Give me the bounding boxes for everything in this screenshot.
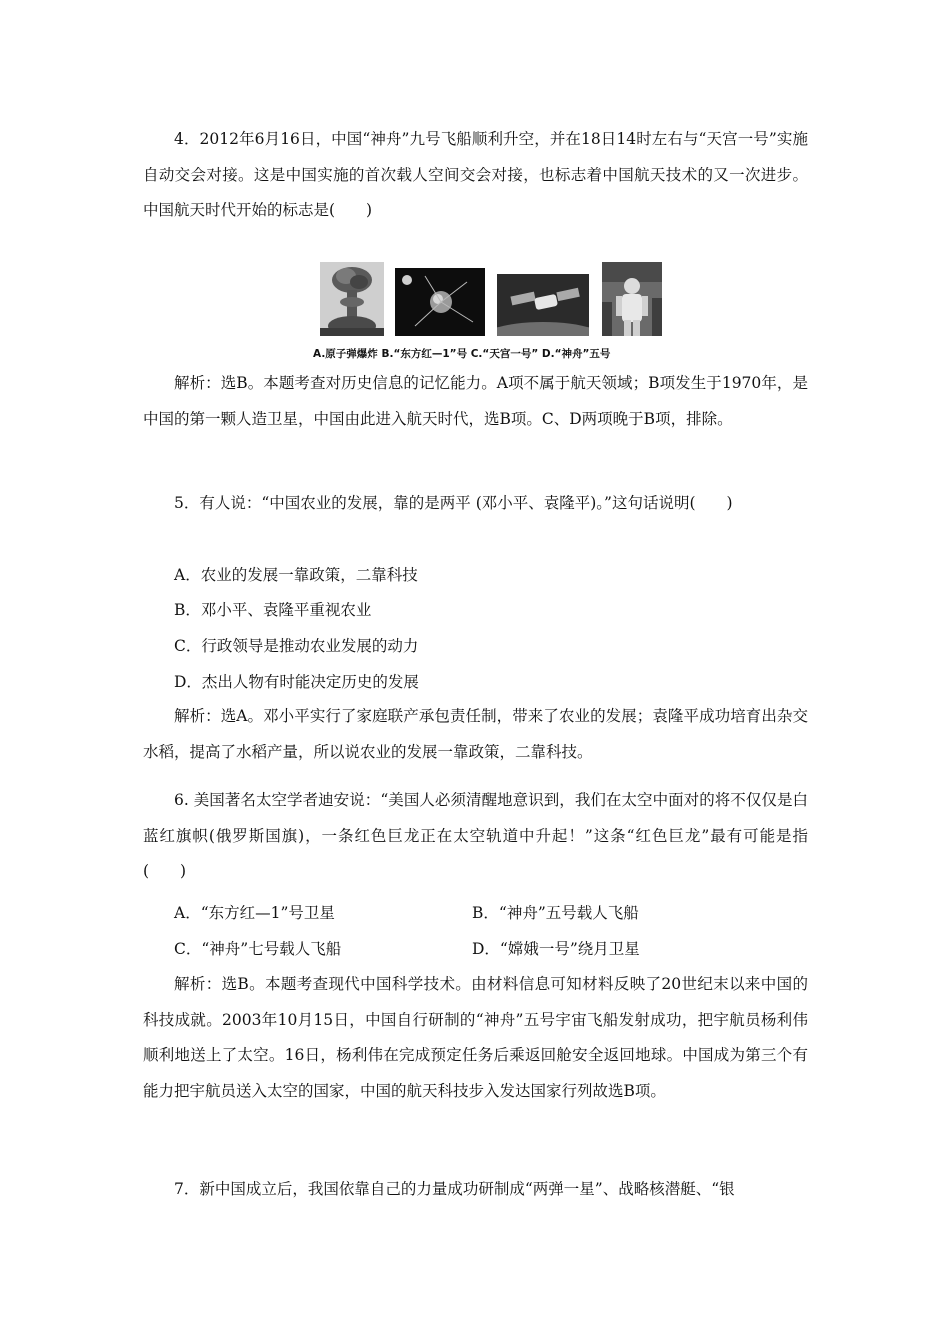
question-6-analysis: 解析：选B。本题考查现代中国科学技术。由材料信息可知材料反映了20世纪末以来中国的科技成就。2003年10月15日，中国自行研制的“神舟”五号宇宙飞船发射成功，把宇航员杨利伟顺利地送上了太空。16日，杨利伟在完成预定任务后乘返回舱安全返回地球。中国成为第三个有能力把宇航员送入太空的国家，中国的航天科技步入发达国家行列故选B项。 <box>143 975 808 1100</box>
question-6-option-b: B．“神舟”五号载人飞船 <box>472 904 639 922</box>
question-7-stem: 7．新中国成立后，我国依靠自己的力量成功研制成“两弹一星”、战略核潜艇、“银 <box>174 1180 735 1198</box>
question-6-stem: 6. 美国著名太空学者迪安说：“美国人必须清醒地意识到，我们在太空中面对的将不仅仅是白蓝红旗帜(俄罗斯国旗)，一条红色巨龙正在太空轨道中升起！”这条“红色巨龙”最有可能是指( ) <box>143 791 808 880</box>
question-5-option-d: D．杰出人物有时能决定历史的发展 <box>174 673 419 691</box>
atomic-bomb-image <box>320 262 384 336</box>
question-5-analysis: 解析：选A。邓小平实行了家庭联产承包责任制，带来了农业的发展；袁隆平成功培育出杂交水稻，提高了水稻产量，所以说农业的发展一靠政策，二靠科技。 <box>143 707 808 761</box>
shenzhou-5-image <box>602 262 662 336</box>
question-6-option-c: C．“神舟”七号载人飞船 <box>174 940 342 958</box>
question-5-option-a: A．农业的发展一靠政策，二靠科技 <box>174 566 418 584</box>
question-4-stem: 4．2012年6月16日，中国“神舟”九号飞船顺利升空，并在18日14时左右与“天宫一号”实施自动交会对接。这是中国实施的首次载人空间交会对接，也标志着中国航天技术的又一次进步。中国航天时代开始的标志是( ) <box>143 130 808 219</box>
satellite-dongfanghong-image <box>395 268 485 336</box>
question-4-analysis: 解析：选B。本题考查对历史信息的记忆能力。A项不属于航天领域；B项发生于1970年，是中国的第一颗人造卫星，中国由此进入航天时代，选B项。C、D两项晚于B项，排除。 <box>143 374 808 428</box>
question-5-option-b: B．邓小平、袁隆平重视农业 <box>174 601 372 619</box>
question-5-stem: 5．有人说：“中国农业的发展，靠的是两平 (邓小平、袁隆平)。”这句话说明( ) <box>174 494 733 512</box>
question-5-option-c: C．行政领导是推动农业发展的动力 <box>174 637 419 655</box>
question-6-option-a: A．“东方红—1”号卫星 <box>174 904 335 922</box>
question-6-option-d: D．“嫦娥一号”绕月卫星 <box>472 940 640 958</box>
tiangong-1-image <box>497 274 589 336</box>
question-4-figure-caption: A.原子弹爆炸 B.“东方红—1”号 C.“天宫一号” D.“神舟”五号 <box>313 348 611 360</box>
